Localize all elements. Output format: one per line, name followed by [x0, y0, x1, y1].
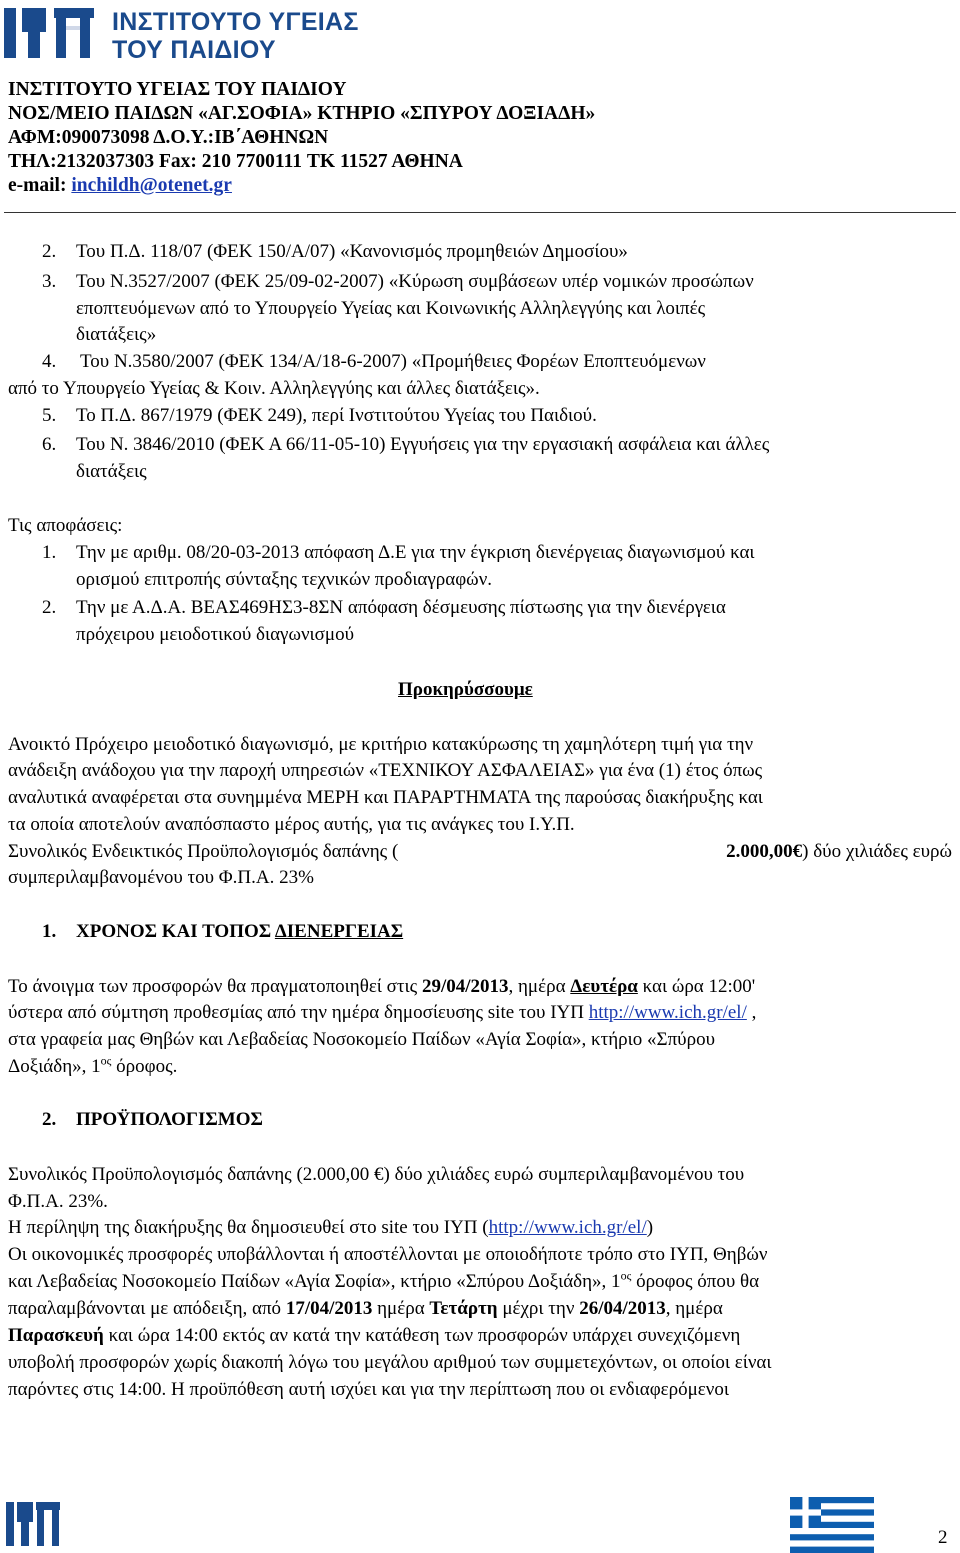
iyp-logo-icon — [4, 4, 99, 62]
announcement-line: συμπεριλαμβανομένου του Φ.Π.Α. 23% — [8, 867, 314, 888]
section-1-line: στα γραφεία μας Θηβών και Λεβαδείας Νοσοκομείο Παίδων «Αγία Σοφία», κτήριο «Σπύρου — [8, 1029, 715, 1050]
decision-2-line: Την με Α.Δ.Α. ΒΕΑΣ469ΗΣ3-8ΣΝ απόφαση δέσμευσης πίστωσης για την διενέργεια — [76, 597, 726, 618]
org-tax-id: ΑΦΜ:090073098 Δ.Ο.Υ.:ΙΒ΄ΑΘΗΝΩΝ — [8, 127, 329, 148]
org-phone: ΤΗΛ:2132037303 Fax: 210 7700111 ΤΚ 11527 ΑΘΗΝΑ — [8, 151, 463, 172]
announcement-line: ανάδειξη ανάδοχου για την παροχή υπηρεσιών «ΤΕΧΝΙΚΟΥ ΑΣΦΑΛΕΙΑΣ» για ένα (1) έτος όπως — [8, 760, 763, 781]
section-2-line: Παρασκευή και ώρα 14:00 εκτός αν κατά την κατάθεση των προσφορών υπάρχει συνεχιζόμενη — [8, 1325, 741, 1346]
section-2-line: Συνολικός Προϋπολογισμός δαπάνης (2.000,00 €) δύο χιλιάδες ευρώ συμπεριλαμβανομένου του — [8, 1164, 745, 1185]
budget-line: Συνολικός Ενδεικτικός Προϋπολογισμός δαπάνης ( 2.000,00€) δύο χιλιάδες ευρώ — [8, 841, 952, 862]
legal-item-5: Το Π.Δ. 867/1979 (ΦΕΚ 249), περί Ινστιτούτου Υγείας του Παιδιού. — [76, 405, 597, 426]
list-num: 3. — [42, 271, 57, 292]
legal-item-6-line: Του Ν. 3846/2010 (ΦΕΚ Α 66/11-05-10) Εγγυήσεις για την εργασιακή ασφάλεια και άλλες — [76, 434, 770, 455]
section-2-line: Φ.Π.Α. 23%. — [8, 1191, 108, 1212]
section-2-line: και Λεβαδείας Νοσοκομείο Παίδων «Αγία Σοφία», κτήριο «Σπύρου Δοξιάδη», $1^{o\varsigma}$ όροφος όπου θα — [8, 1268, 760, 1292]
section-2-title: ΠΡΟΫΠΟΛΟΓΙΣΜΟΣ — [76, 1109, 263, 1130]
announcement-line: τα οποία αποτελούν αναπόσπαστο μέρος αυτής, για τις ανάγκες του Ι.Υ.Π. — [8, 814, 575, 835]
site-link[interactable]: http://www.ich.gr/el/ — [588, 1002, 747, 1023]
section-2-line: Η περίληψη της διακήρυξης θα δημοσιευθεί στο site του ΙΥΠ (http://www.ich.gr/el/) — [8, 1217, 654, 1238]
section-1-num: 1. — [42, 921, 57, 942]
decision-1-line: Την με αριθμ. 08/20-03-2013 απόφαση Δ.Ε για την έγκριση διενέργειας διαγωνισμού και — [76, 542, 755, 563]
announcement-line: Ανοικτό Πρόχειρο μειοδοτικό διαγωνισμό, με κριτήριο κατακύρωσης τη χαμηλότερη τιμή για την — [8, 734, 754, 755]
legal-item-3-line: εποπτευόμενων από το Υπουργείο Υγείας και Κοινωνικής Αλληλεγγύης και λοιπές — [76, 298, 706, 319]
brand-line-2: ΤΟΥ ΠΑΙΔΙΟΥ — [112, 36, 276, 64]
announcement-line: αναλυτικά αναφέρεται στα συνημμένα ΜΕΡΗ και ΠΑΡΑΡΤΗΜΑΤΑ της παρούσας διακήρυξης και — [8, 787, 763, 808]
section-1-line: ύστερα από σύμτηση προθεσμίας από την ημέρα δημοσίευσης site του ΙΥΠ http://www.ich.gr/el/ , — [8, 1002, 757, 1023]
section-2-line: παρόντες στις 14:00. Η προϋπόθεση αυτή ισχύει και για την περίπτωση που οι ενδιαφερόμενοι — [8, 1379, 729, 1400]
legal-item-6-line: διατάξεις — [76, 461, 147, 482]
legal-item-4-line: Του Ν.3580/2007 (ΦΕΚ 134/Α/18-6-2007) «Προμήθειες Φορέων Εποπτευόμενων — [80, 351, 706, 372]
brand-line-1: ΙΝΣΤΙΤΟΥΤΟ ΥΓΕΙΑΣ — [112, 8, 359, 36]
legal-item-3-line: διατάξεις» — [76, 324, 157, 345]
org-address: ΝΟΣ/ΜΕΙΟ ΠΑΙΔΩΝ «ΑΓ.ΣΟΦΙΑ» ΚΤΗΡΙΟ «ΣΠΥΡΟΥ ΔΟΞΙΑΔΗ» — [8, 103, 596, 124]
list-num: 2. — [42, 597, 57, 618]
list-num: 2. — [42, 241, 57, 262]
legal-item-4-line: από το Υπουργείο Υγείας & Κοιν. Αλληλεγγύης και άλλες διατάξεις». — [8, 378, 540, 399]
org-name: ΙΝΣΤΙΤΟΥΤΟ ΥΓΕΙΑΣ ΤΟΥ ΠΑΙΔΙΟΥ — [8, 79, 347, 100]
legal-item-2: Του Π.Δ. 118/07 (ΦΕΚ 150/Α/07) «Κανονισμός προμηθειών Δημοσίου» — [76, 241, 628, 262]
section-2-num: 2. — [42, 1109, 57, 1130]
section-2-line: παραλαμβάνονται με απόδειξη, από 17/04/2013 ημέρα Τετάρτη μέχρι την 26/04/2013, ημέρα — [8, 1298, 723, 1319]
footer-iyp-logo-icon — [6, 1500, 60, 1548]
decision-1-line: ορισμού επιτροπής σύνταξης τεχνικών προδιαγραφών. — [76, 569, 493, 590]
email-link[interactable]: inchildh@otenet.gr — [71, 175, 232, 196]
greek-flag-icon — [790, 1497, 874, 1553]
decision-2-line: πρόχειρου μειοδοτικού διαγωνισμού — [76, 624, 354, 645]
list-num: 6. — [42, 434, 57, 455]
legal-item-3-line: Του Ν.3527/2007 (ΦΕΚ 25/09-02-2007) «Κύρωση συμβάσεων υπέρ νομικών προσώπων — [76, 271, 754, 292]
header-divider — [4, 212, 956, 213]
brand-name — [112, 8, 359, 64]
list-num: 5. — [42, 405, 57, 426]
section-1-line: Δοξιάδη», $1^{o\varsigma}$ όροφος. — [8, 1053, 178, 1077]
list-num: 4. — [42, 351, 57, 372]
section-1-title: ΧΡΟΝΟΣ ΚΑΙ ΤΟΠΟΣ ΔΙΕΝΕΡΓΕΙΑΣ — [76, 921, 404, 942]
page-number: 2 — [938, 1527, 948, 1548]
section-2-line: Οι οικονομικές προσφορές υποβάλλονται ή αποστέλλονται με οποιοδήποτε τρόπο στο ΙΥΠ, Θηβών — [8, 1244, 768, 1265]
list-num: 1. — [42, 542, 57, 563]
section-2-line: υποβολή προσφορών χωρίς διακοπή λόγω του μεγάλου αριθμού των συμμετεχόντων, οι οποίοι είναι — [8, 1352, 772, 1373]
site-link[interactable]: http://www.ich.gr/el/ — [488, 1217, 647, 1238]
decisions-heading: Τις αποφάσεις: — [8, 515, 123, 536]
org-email: e-mail: inchildh@otenet.gr — [8, 175, 232, 196]
section-1-line: Το άνοιγμα των προσφορών θα πραγματοποιηθεί στις 29/04/2013, ημέρα Δευτέρα και ώρα 12:00' — [8, 976, 756, 997]
letterhead — [8, 78, 595, 198]
announcement-title: Προκηρύσσουμε — [398, 679, 533, 700]
